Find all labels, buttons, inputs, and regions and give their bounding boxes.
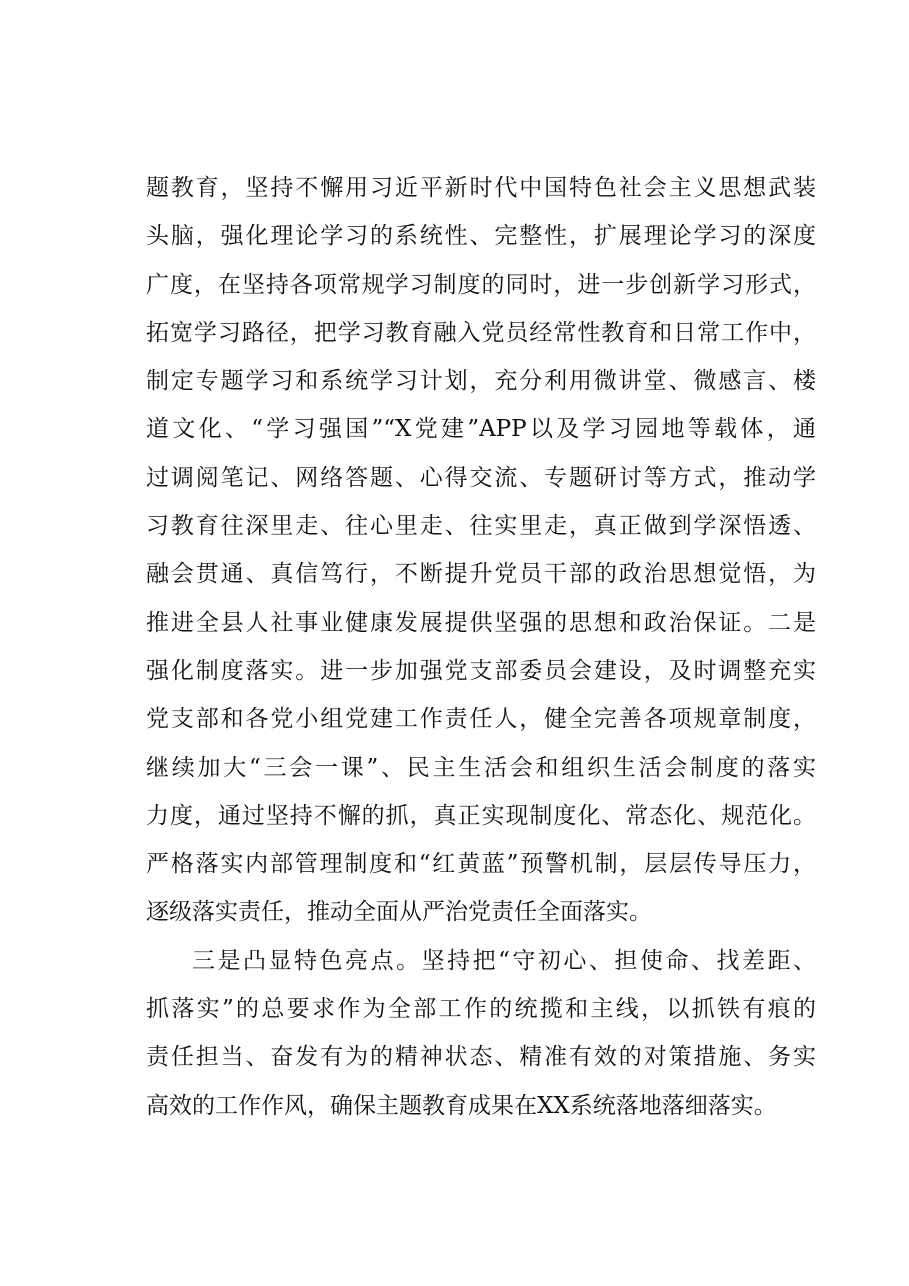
text-line-20: 高效的工作作风，确保主题教育成果在XX系统落地落细落实。 [146, 1092, 777, 1119]
text-line-16: 逐级落实责任，推动全面从严治党责任全面落实。 [146, 899, 652, 926]
text-line-8: 习教育往深里走、往心里走、往实里走，真正做到学深悟透、 [146, 513, 816, 540]
text-line-11: 强化制度落实。进一步加强党支部委员会建设，及时调整充实 [146, 657, 816, 684]
text-line-7: 过调阅笔记、网络答题、心得交流、专题研讨等方式，推动学 [146, 464, 816, 491]
text-line-17: 三是凸显特色亮点。坚持把“守初心、担使命、找差距、 [192, 947, 816, 974]
text-line-14: 力度，通过坚持不懈的抓，真正实现制度化、常态化、规范化。 [146, 802, 816, 829]
text-line-2: 头脑，强化理论学习的系统性、完整性，扩展理论学习的深度 [146, 223, 816, 250]
body-text [146, 164, 816, 1130]
text-line-5: 制定专题学习和系统学习计划，充分利用微讲堂、微感言、楼 [146, 368, 816, 395]
text-line-19: 责任担当、奋发有为的精神状态、精准有效的对策措施、务实 [146, 1044, 816, 1071]
text-line-6: 道文化、“学习强国”“X党建”APP以及学习园地等载体，通 [146, 416, 816, 443]
text-line-4: 拓宽学习路径，把学习教育融入党员经常性教育和日常工作中， [146, 319, 816, 346]
text-line-12: 党支部和各党小组党建工作责任人，健全完善各项规章制度， [146, 706, 816, 733]
text-line-3: 广度，在坚持各项常规学习制度的同时，进一步创新学习形式， [146, 271, 816, 298]
text-line-18: 抓落实”的总要求作为全部工作的统揽和主线，以抓铁有痕的 [146, 996, 816, 1023]
text-line-15: 严格落实内部管理制度和“红黄蓝”预警机制，层层传导压力， [146, 851, 816, 878]
text-line-9: 融会贯通、真信笃行，不断提升党员干部的政治思想觉悟，为 [146, 561, 816, 588]
text-line-13: 继续加大“三会一课”、民主生活会和组织生活会制度的落实 [146, 754, 816, 781]
text-line-1: 题教育，坚持不懈用习近平新时代中国特色社会主义思想武装 [146, 175, 816, 201]
text-line-10: 推进全县人社事业健康发展提供坚强的思想和政治保证。二是 [146, 609, 816, 636]
